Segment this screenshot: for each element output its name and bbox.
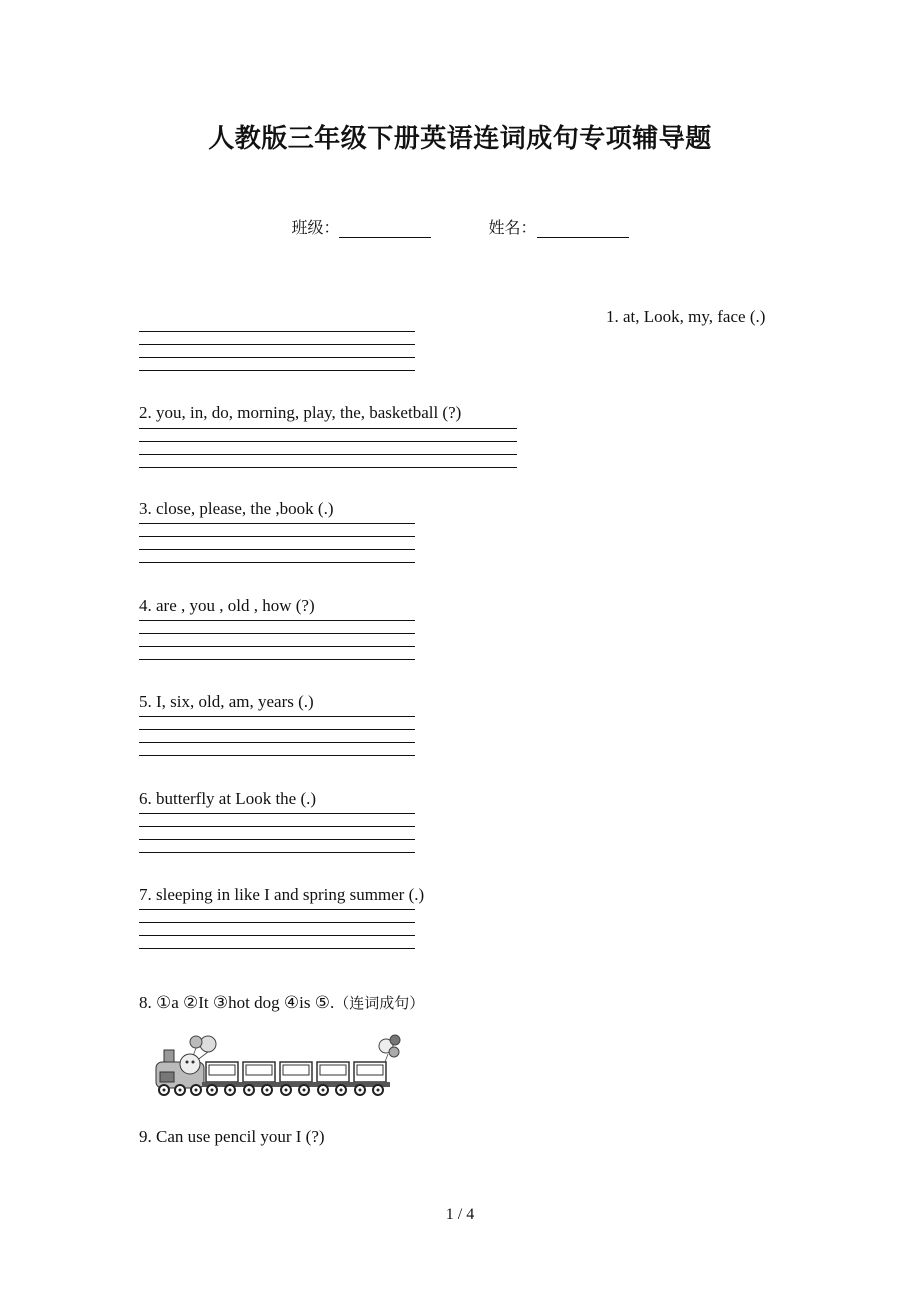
question-8	[139, 992, 424, 1013]
train-illustration	[150, 1028, 410, 1102]
question-2: 2. you, in, do, morning, play, the, basketball (?)	[139, 403, 462, 422]
name-blank[interactable]	[537, 221, 629, 238]
question-3: 3. close, please, the ,book (.)	[139, 499, 334, 518]
answer-lines-4[interactable]	[139, 620, 415, 672]
question-7: 7. sleeping in like I and spring summer (.)	[139, 885, 425, 904]
class-blank[interactable]	[339, 221, 431, 238]
answer-lines-6[interactable]	[139, 813, 415, 865]
answer-lines-1[interactable]	[139, 331, 415, 383]
page-number: 1 / 4	[445, 1206, 475, 1223]
answer-lines-5[interactable]	[139, 716, 415, 768]
question-8-text: 8. ①a ②It ③hot dog ④is ⑤.	[139, 993, 335, 1012]
page-title: 人教版三年级下册英语连词成句专项辅导题	[208, 124, 712, 154]
answer-lines-2[interactable]	[139, 428, 517, 480]
question-5: 5. I, six, old, am, years (.)	[139, 692, 314, 711]
answer-lines-3[interactable]	[139, 523, 415, 575]
student-info	[0, 215, 920, 238]
name-label: 姓名：	[488, 218, 537, 237]
answer-lines-7[interactable]	[139, 909, 415, 961]
question-9: 9. Can use pencil your I (?)	[139, 1127, 325, 1146]
question-6: 6. butterfly at Look the (.)	[139, 789, 317, 808]
question-8-instruction: （连词成句）	[334, 994, 425, 1012]
question-4: 4. are , you , old , how (?)	[139, 596, 315, 615]
class-label: 班级：	[291, 218, 340, 237]
question-1: 1. at, Look, my, face (.)	[606, 307, 766, 326]
